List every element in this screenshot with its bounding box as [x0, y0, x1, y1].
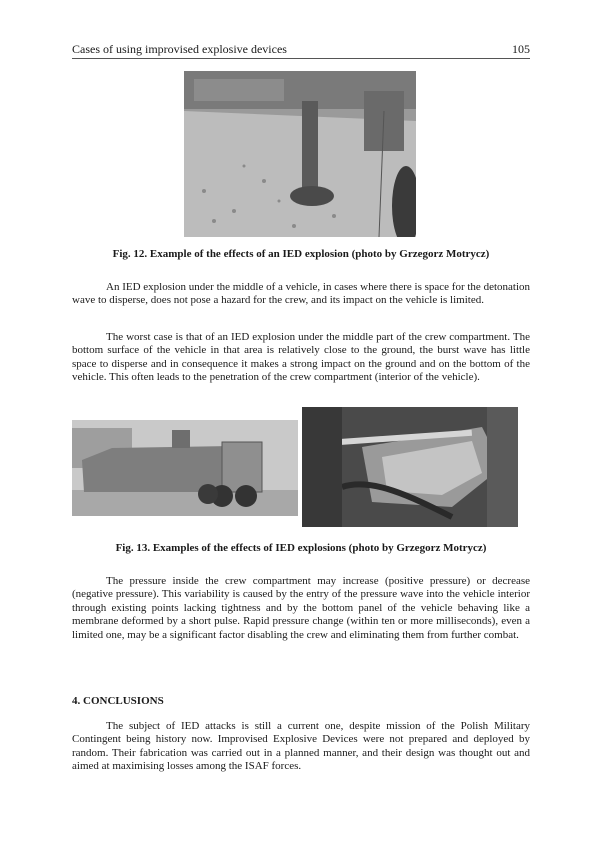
figure-13-photo-right — [302, 407, 518, 527]
running-header — [72, 42, 530, 59]
figure-12-photo — [184, 71, 416, 237]
section-heading: 4. CONCLUSIONS — [72, 695, 164, 707]
paragraph-2: The worst case is that of an IED explosion under the middle part of the crew compartment. The bottom surface of the vehicle in that area is relatively close to the ground, the burst wave has little space to disperse and in consequence it makes a strong impact on the ground and on the bottom of the vehicle. This often leads to the penetration of the crew compartment (interior of the vehicle). — [72, 331, 530, 384]
paragraph-4: The subject of IED attacks is still a current one, despite mission of the Polish Military Contingent being history now. Improvised Explosive Devices were not prepared and deployed by random. Their fabrication was carried out in a planned manner, and their design was thought out and aimed at maximising losses among the ISAF forces. — [72, 720, 530, 773]
paragraph-1: An IED explosion under the middle of a vehicle, in cases where there is space for the detonation wave to disperse, does not pose a hazard for the crew, and its impact on the vehicle is limited. — [72, 281, 530, 307]
page-number: 105 — [512, 42, 530, 56]
figure-12-caption: Fig. 12. Example of the effects of an IED explosion (photo by Grzegorz Motrycz) — [112, 248, 490, 260]
running-title: Cases of using improvised explosive devices — [72, 42, 287, 56]
paragraph-3: The pressure inside the crew compartment may increase (positive pressure) or decrease (negative pressure). This variability is caused by the entry of the pressure wave into the vehicle interior through existing points lacking tightness and by the bottom panel of the vehicle behaving like a membrane deformed by a short pulse. Rapid pressure change (within ten or more milliseconds), even a limited one, may be a significant factor disabling the crew and eliminating them from further combat. — [72, 575, 530, 641]
figure-13-caption: Fig. 13. Examples of the effects of IED explosions (photo by Grzegorz Motrycz) — [115, 542, 487, 554]
figure-13-photo-left — [72, 420, 298, 516]
